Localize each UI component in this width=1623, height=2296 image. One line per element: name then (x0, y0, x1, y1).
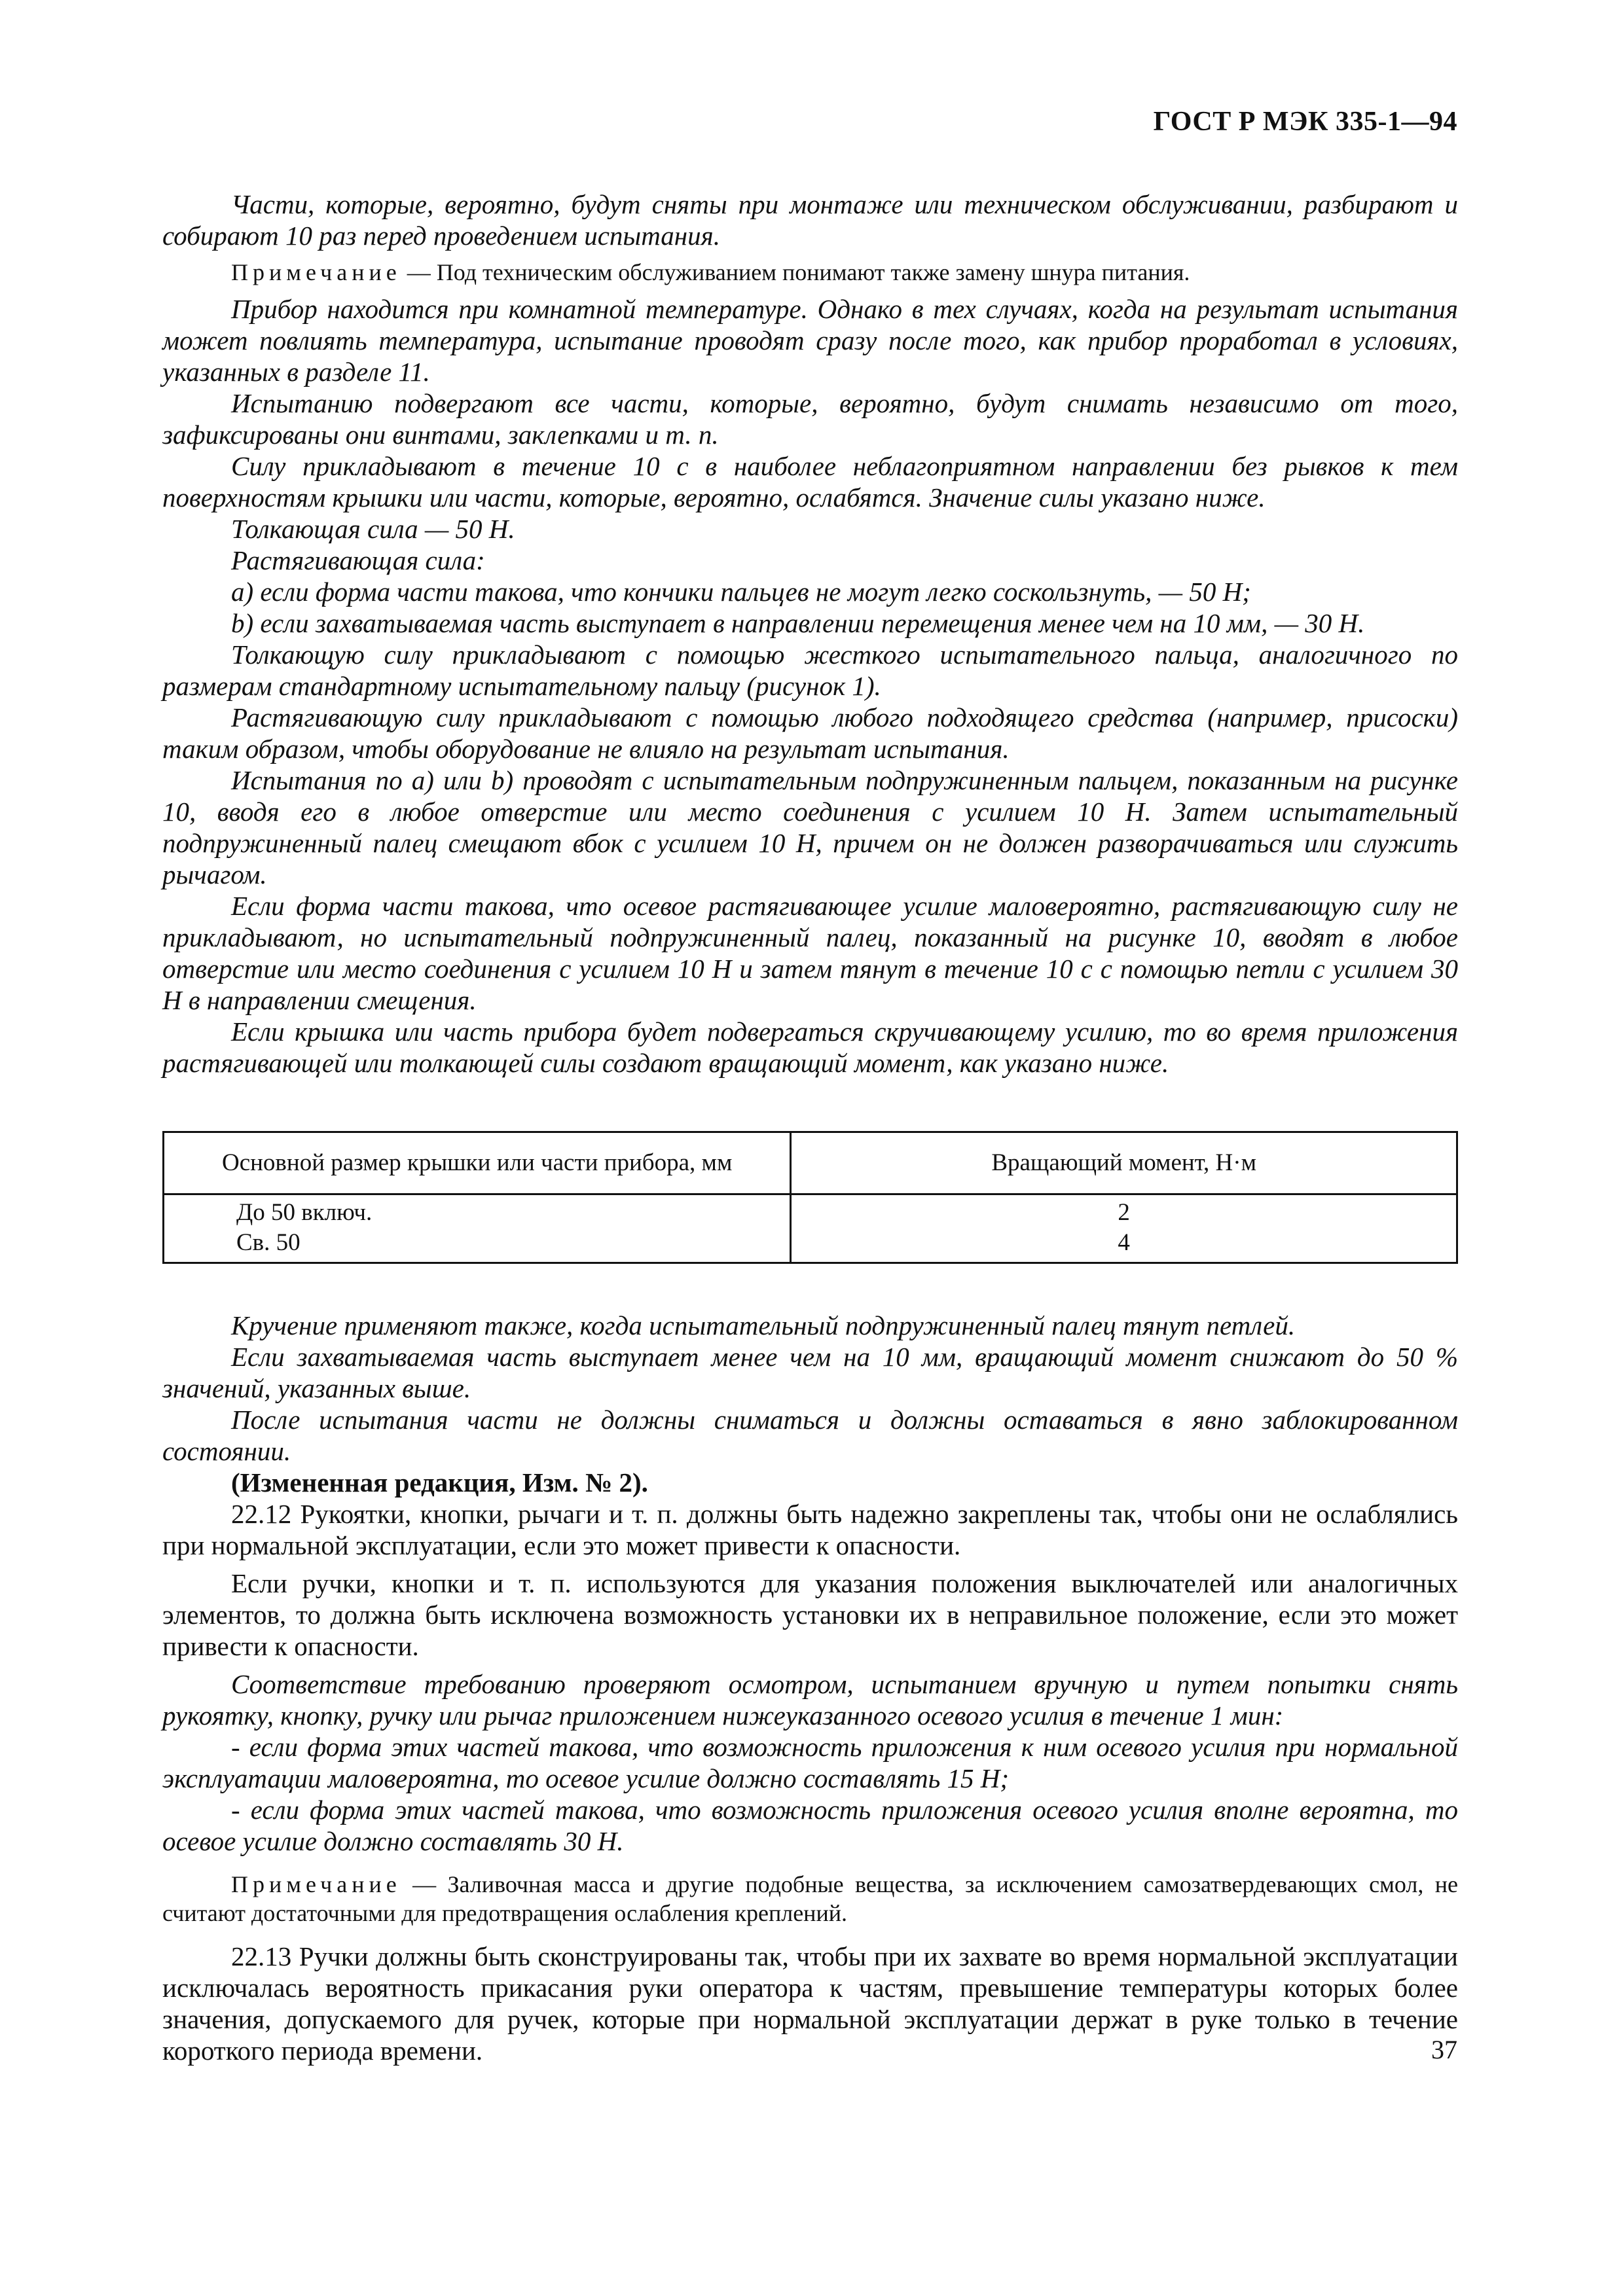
table-cell-text: До 50 включ. (236, 1199, 373, 1226)
page-number: 37 (1431, 2035, 1457, 2064)
paragraph: Растягивающую силу прикладывают с помощью любого подходящего средства (например, присоски) таким образом, чтобы оборудование не влияло на результат испытания. (162, 702, 1458, 764)
list-item: b) если захватываемая часть выступает в направлении перемещения менее чем на 10 мм, — 30 Н. (231, 608, 1365, 638)
paragraph: Если ручки, кнопки и т. п. используются для указания положения выключателей или аналогичных элементов, то должна быть исключена возможность установки их в неправильное положение, если это может привести к опасности. (162, 1568, 1458, 1661)
table-cell-size (164, 1194, 791, 1263)
paragraph: Толкающую силу прикладывают с помощью жесткого испытательного пальца, аналогичного по размерам стандартному испытательному пальцу (рисунок 1). (162, 639, 1458, 701)
document-header: ГОСТ Р МЭК 335-1—94 (1153, 107, 1457, 137)
paragraph: После испытания части не должны сниматься и должны оставаться в явно заблокированном состоянии. (162, 1405, 1458, 1466)
list-item: a) если форма части такова, что кончики пальцев не могут легко соскользнуть, — 50 Н; (231, 577, 1251, 607)
note-text: — Под техническим обслуживанием понимают также замену шнура питания. (401, 259, 1190, 285)
note (162, 1870, 1458, 1928)
paragraph: Прибор находится при комнатной температуре. Однако в тех случаях, когда на результат испытания может повлиять температура, испытание проводят сразу после того, как прибор проработал в условиях, указанных в разделе 11. (162, 294, 1458, 387)
table-header-row (164, 1132, 1457, 1194)
page-body (162, 188, 1458, 2066)
table-cell-torque (791, 1194, 1457, 1263)
paragraph: Кручение применяют также, когда испытательный подпружиненный палец тянут петлей. (231, 1310, 1296, 1340)
note-text: — Заливочная масса и другие подобные вещества, за исключением самозатвердевающих смол, не считают достаточными для предотвращения ослабления креплений. (162, 1871, 1458, 1926)
torque-table (162, 1131, 1458, 1264)
paragraph: Если крышка или часть прибора будет подвергаться скручивающему усилию, то во время приложения растягивающей или толкающей силы создают вращающий момент, как указано ниже. (162, 1016, 1458, 1078)
table-header-torque: Вращающий момент, Н·м (791, 1132, 1457, 1194)
table-row (164, 1194, 1457, 1263)
section-22-12: 22.12 Рукоятки, кнопки, рычаги и т. п. должны быть надежно закреплены так, чтобы они не ослаблялись при нормальной эксплуатации, если это может привести к опасности. (162, 1499, 1458, 1560)
paragraph: Силу прикладывают в течение 10 с в наиболее неблагоприятном направлении без рывков к тем поверхностям крышки или части, которые, вероятно, ослабятся. Значение силы указано ниже. (162, 451, 1458, 512)
paragraph: Соответствие требованию проверяют осмотром, испытанием вручную и путем попытки снять рукоятку, кнопку, ручку или рычаг приложением нижеуказанного осевого усилия в течение 1 мин: (162, 1669, 1458, 1731)
table-cell-text: 2 (1118, 1199, 1130, 1226)
note (162, 258, 1458, 287)
list-item: - если форма этих частей такова, что возможность приложения осевого усилия вполне вероятна, то осевое усилие должно составлять 30 Н. (162, 1795, 1458, 1856)
paragraph: Испытанию подвергают все части, которые, вероятно, будут снимать независимо от того, зафиксированы они винтами, заклепками и т. п. (162, 388, 1458, 450)
paragraph: Растягивающая сила: (231, 545, 485, 575)
table-header-size: Основной размер крышки или части прибора, мм (164, 1132, 791, 1194)
paragraph: Части, которые, вероятно, будут сняты при монтаже или техническом обслуживании, разбирают и собирают 10 раз перед проведением испытания. (162, 189, 1458, 251)
list-item: - если форма этих частей такова, что возможность приложения к ним осевого усилия при нормальной эксплуатации маловероятна, то осевое усилие должно составлять 15 Н; (162, 1732, 1458, 1793)
paragraph: Толкающая сила — 50 Н. (231, 514, 515, 544)
paragraph: Если форма части такова, что осевое растягивающее усилие маловероятно, растягивающую силу не прикладывают, но испытательный подпружиненный палец, показанный на рисунке 10, вводят в любое отверстие или место соединения с усилием 10 Н и затем тянут в течение 10 с с помощью петли с усилием 30 Н в направлении смещения. (162, 891, 1458, 1015)
amendment-note: (Измененная редакция, Изм. № 2). (231, 1467, 648, 1498)
section-22-13: 22.13 Ручки должны быть сконструированы так, чтобы при их захвате во время нормальной эксплуатации исключалась вероятность прикасания руки оператора к частям, превышение температуры которых более значения, допускаемого для ручек, которые при нормальной эксплуатации держат в руке только в течение короткого периода времени. (162, 1941, 1458, 2066)
paragraph: Если захватываемая часть выступает менее чем на 10 мм, вращающий момент снижают до 50 % значений, указанных выше. (162, 1342, 1458, 1403)
note-label: Примечание (231, 1871, 401, 1897)
note-label: Примечание (231, 259, 401, 285)
table-cell-text: 4 (1118, 1229, 1130, 1256)
paragraph: Испытания по a) или b) проводят с испытательным подпружиненным пальцем, показанным на рисунке 10, вводя его в любое отверстие или место соединения с усилием 10 Н. Затем испытательный подпружиненный палец смещают вбок с усилием 10 Н, причем он не должен разворачиваться или служить рычагом. (162, 765, 1458, 889)
table-cell-text: Св. 50 (236, 1229, 301, 1256)
